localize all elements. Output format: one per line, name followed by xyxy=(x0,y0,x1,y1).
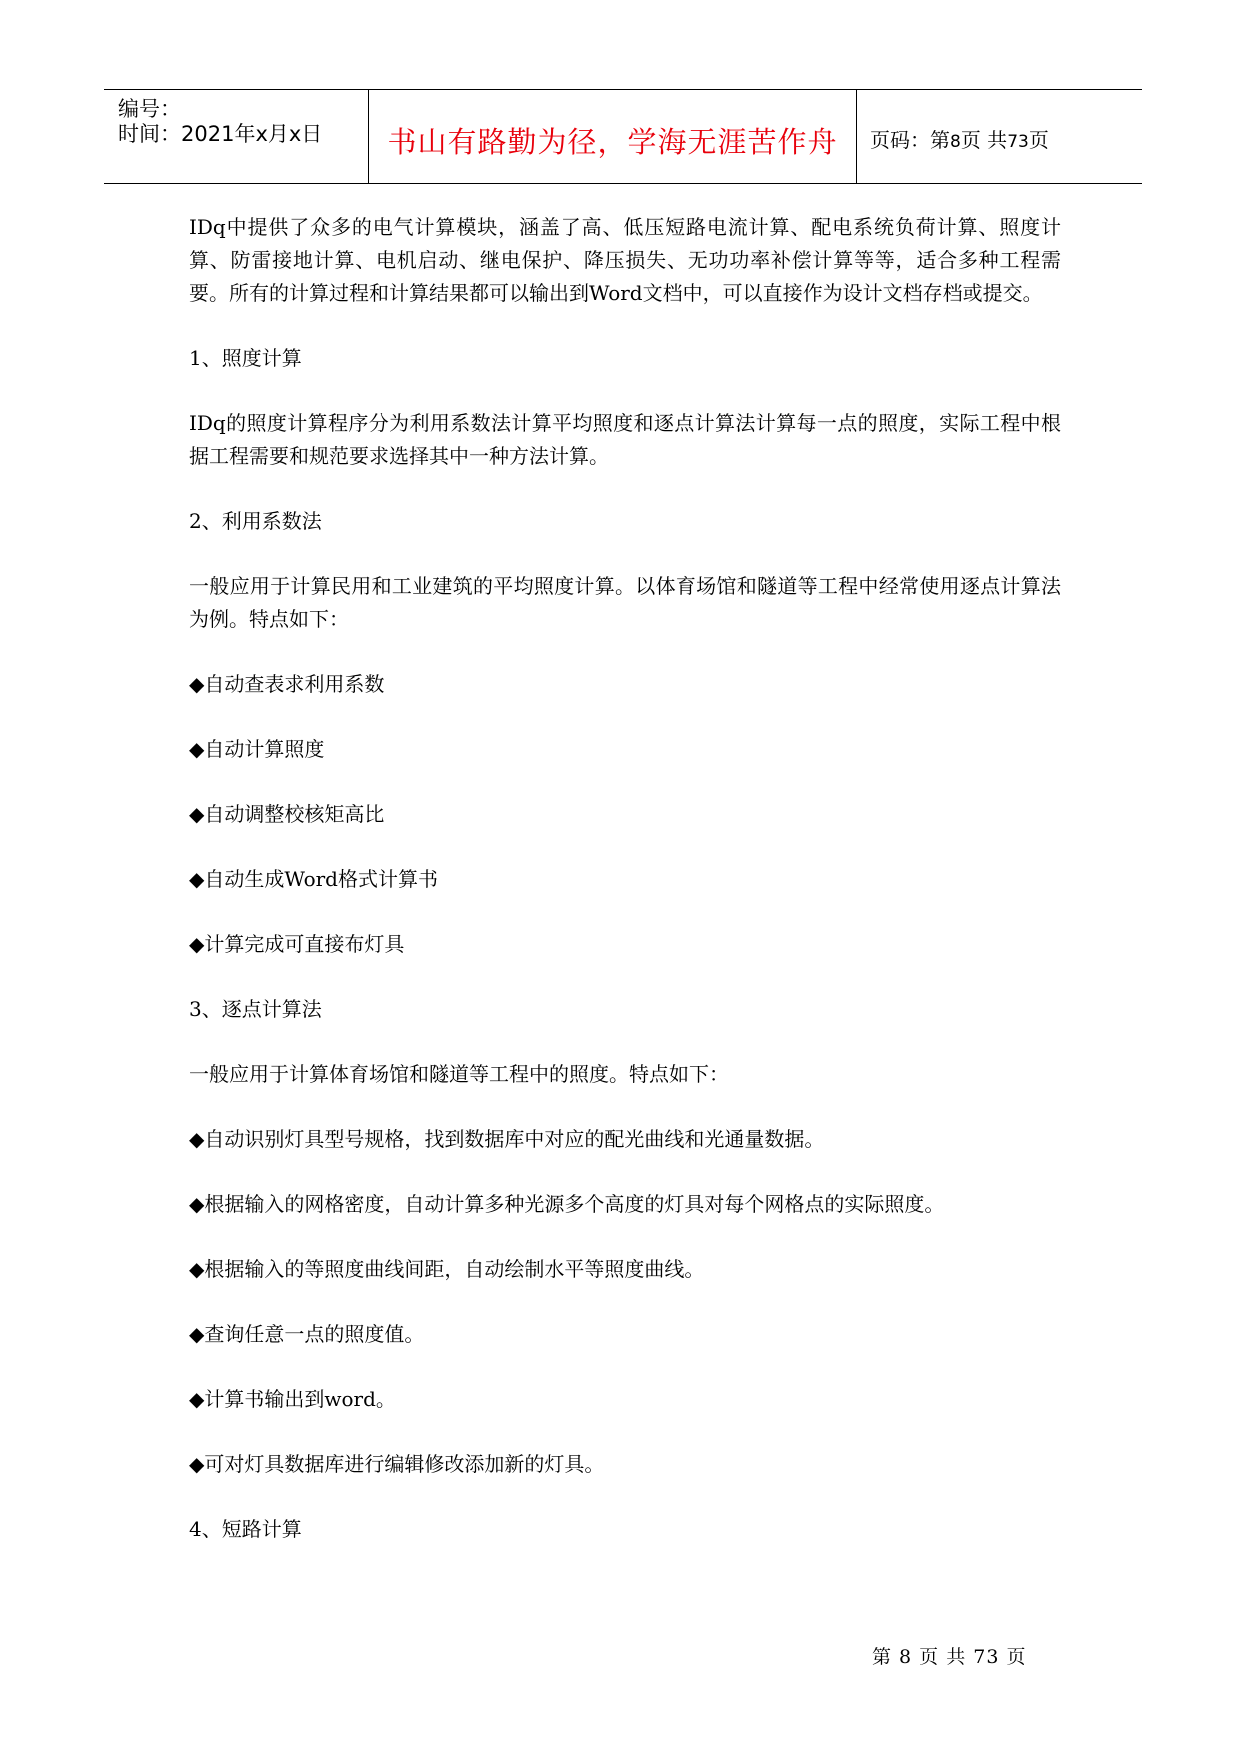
header-motto: 书山有路勤为径，学海无涯苦作舟 xyxy=(387,125,838,159)
bullet-item: ◆查询任意一点的照度值。 xyxy=(189,1322,425,1346)
document-number-label: 编号： xyxy=(118,97,181,121)
bullet-item: ◆根据输入的网格密度，自动计算多种光源多个高度的灯具对每个网格点的实际照度。 xyxy=(189,1192,945,1216)
bullet-item: ◆自动计算照度 xyxy=(189,737,325,761)
section-heading-point-method: 3、逐点计算法 xyxy=(189,997,322,1021)
bullet-item: ◆可对灯具数据库进行编辑修改添加新的灯具。 xyxy=(189,1452,605,1476)
section-heading-utilization-factor: 2、利用系数法 xyxy=(189,509,322,533)
bullet-item: ◆自动生成Word格式计算书 xyxy=(189,867,438,891)
header-page-info xyxy=(870,124,1049,153)
page-total: 73 xyxy=(1007,132,1029,152)
section-heading-illuminance: 1、照度计算 xyxy=(189,346,302,370)
intro-paragraph: IDq中提供了众多的电气计算模块，涵盖了高、低压短路电流计算、配电系统负荷计算、照度计算、防雷接地计算、电机启动、继电保护、降压损失、无功功率补偿计算等等，适合多种工程需要。所有的计算过程和计算结果都可以输出到Word文档中，可以直接作为设计文档存档或提交。 xyxy=(189,215,1061,305)
point-method-paragraph: 一般应用于计算体育场馆和隧道等工程中的照度。特点如下： xyxy=(189,1062,729,1086)
bullet-item: ◆自动查表求利用系数 xyxy=(189,672,385,696)
page-number: 8 xyxy=(950,132,961,152)
page-header xyxy=(104,89,1142,184)
bullet-item: ◆计算完成可直接布灯具 xyxy=(189,932,405,956)
page-prefix: 页码：第 xyxy=(870,128,950,152)
utilization-factor-paragraph: 一般应用于计算民用和工业建筑的平均照度计算。以体育场馆和隧道等工程中经常使用逐点计算法为例。特点如下： xyxy=(189,574,1061,631)
bullet-item: ◆根据输入的等照度曲线间距，自动绘制水平等照度曲线。 xyxy=(189,1257,705,1281)
section-heading-short-circuit: 4、短路计算 xyxy=(189,1517,302,1541)
illuminance-paragraph: IDq的照度计算程序分为利用系数法计算平均照度和逐点计算法计算每一点的照度，实际工程中根据工程需要和规范要求选择其中一种方法计算。 xyxy=(189,411,1061,468)
document-time-label: 时间：2021年x月x日 xyxy=(118,122,323,146)
header-middle-cell xyxy=(368,90,857,183)
document-body xyxy=(189,211,1061,1578)
page-footer: 第 8 页 共 73 页 xyxy=(872,1646,1027,1668)
header-left-cell xyxy=(104,90,367,183)
bullet-item: ◆计算书输出到word。 xyxy=(189,1387,396,1411)
page-suffix: 页 xyxy=(1028,128,1049,152)
page-middle: 页 共 xyxy=(960,128,1008,152)
bullet-item: ◆自动识别灯具型号规格，找到数据库中对应的配光曲线和光通量数据。 xyxy=(189,1127,825,1151)
bullet-item: ◆自动调整校核矩高比 xyxy=(189,802,385,826)
header-right-cell xyxy=(856,90,1142,183)
